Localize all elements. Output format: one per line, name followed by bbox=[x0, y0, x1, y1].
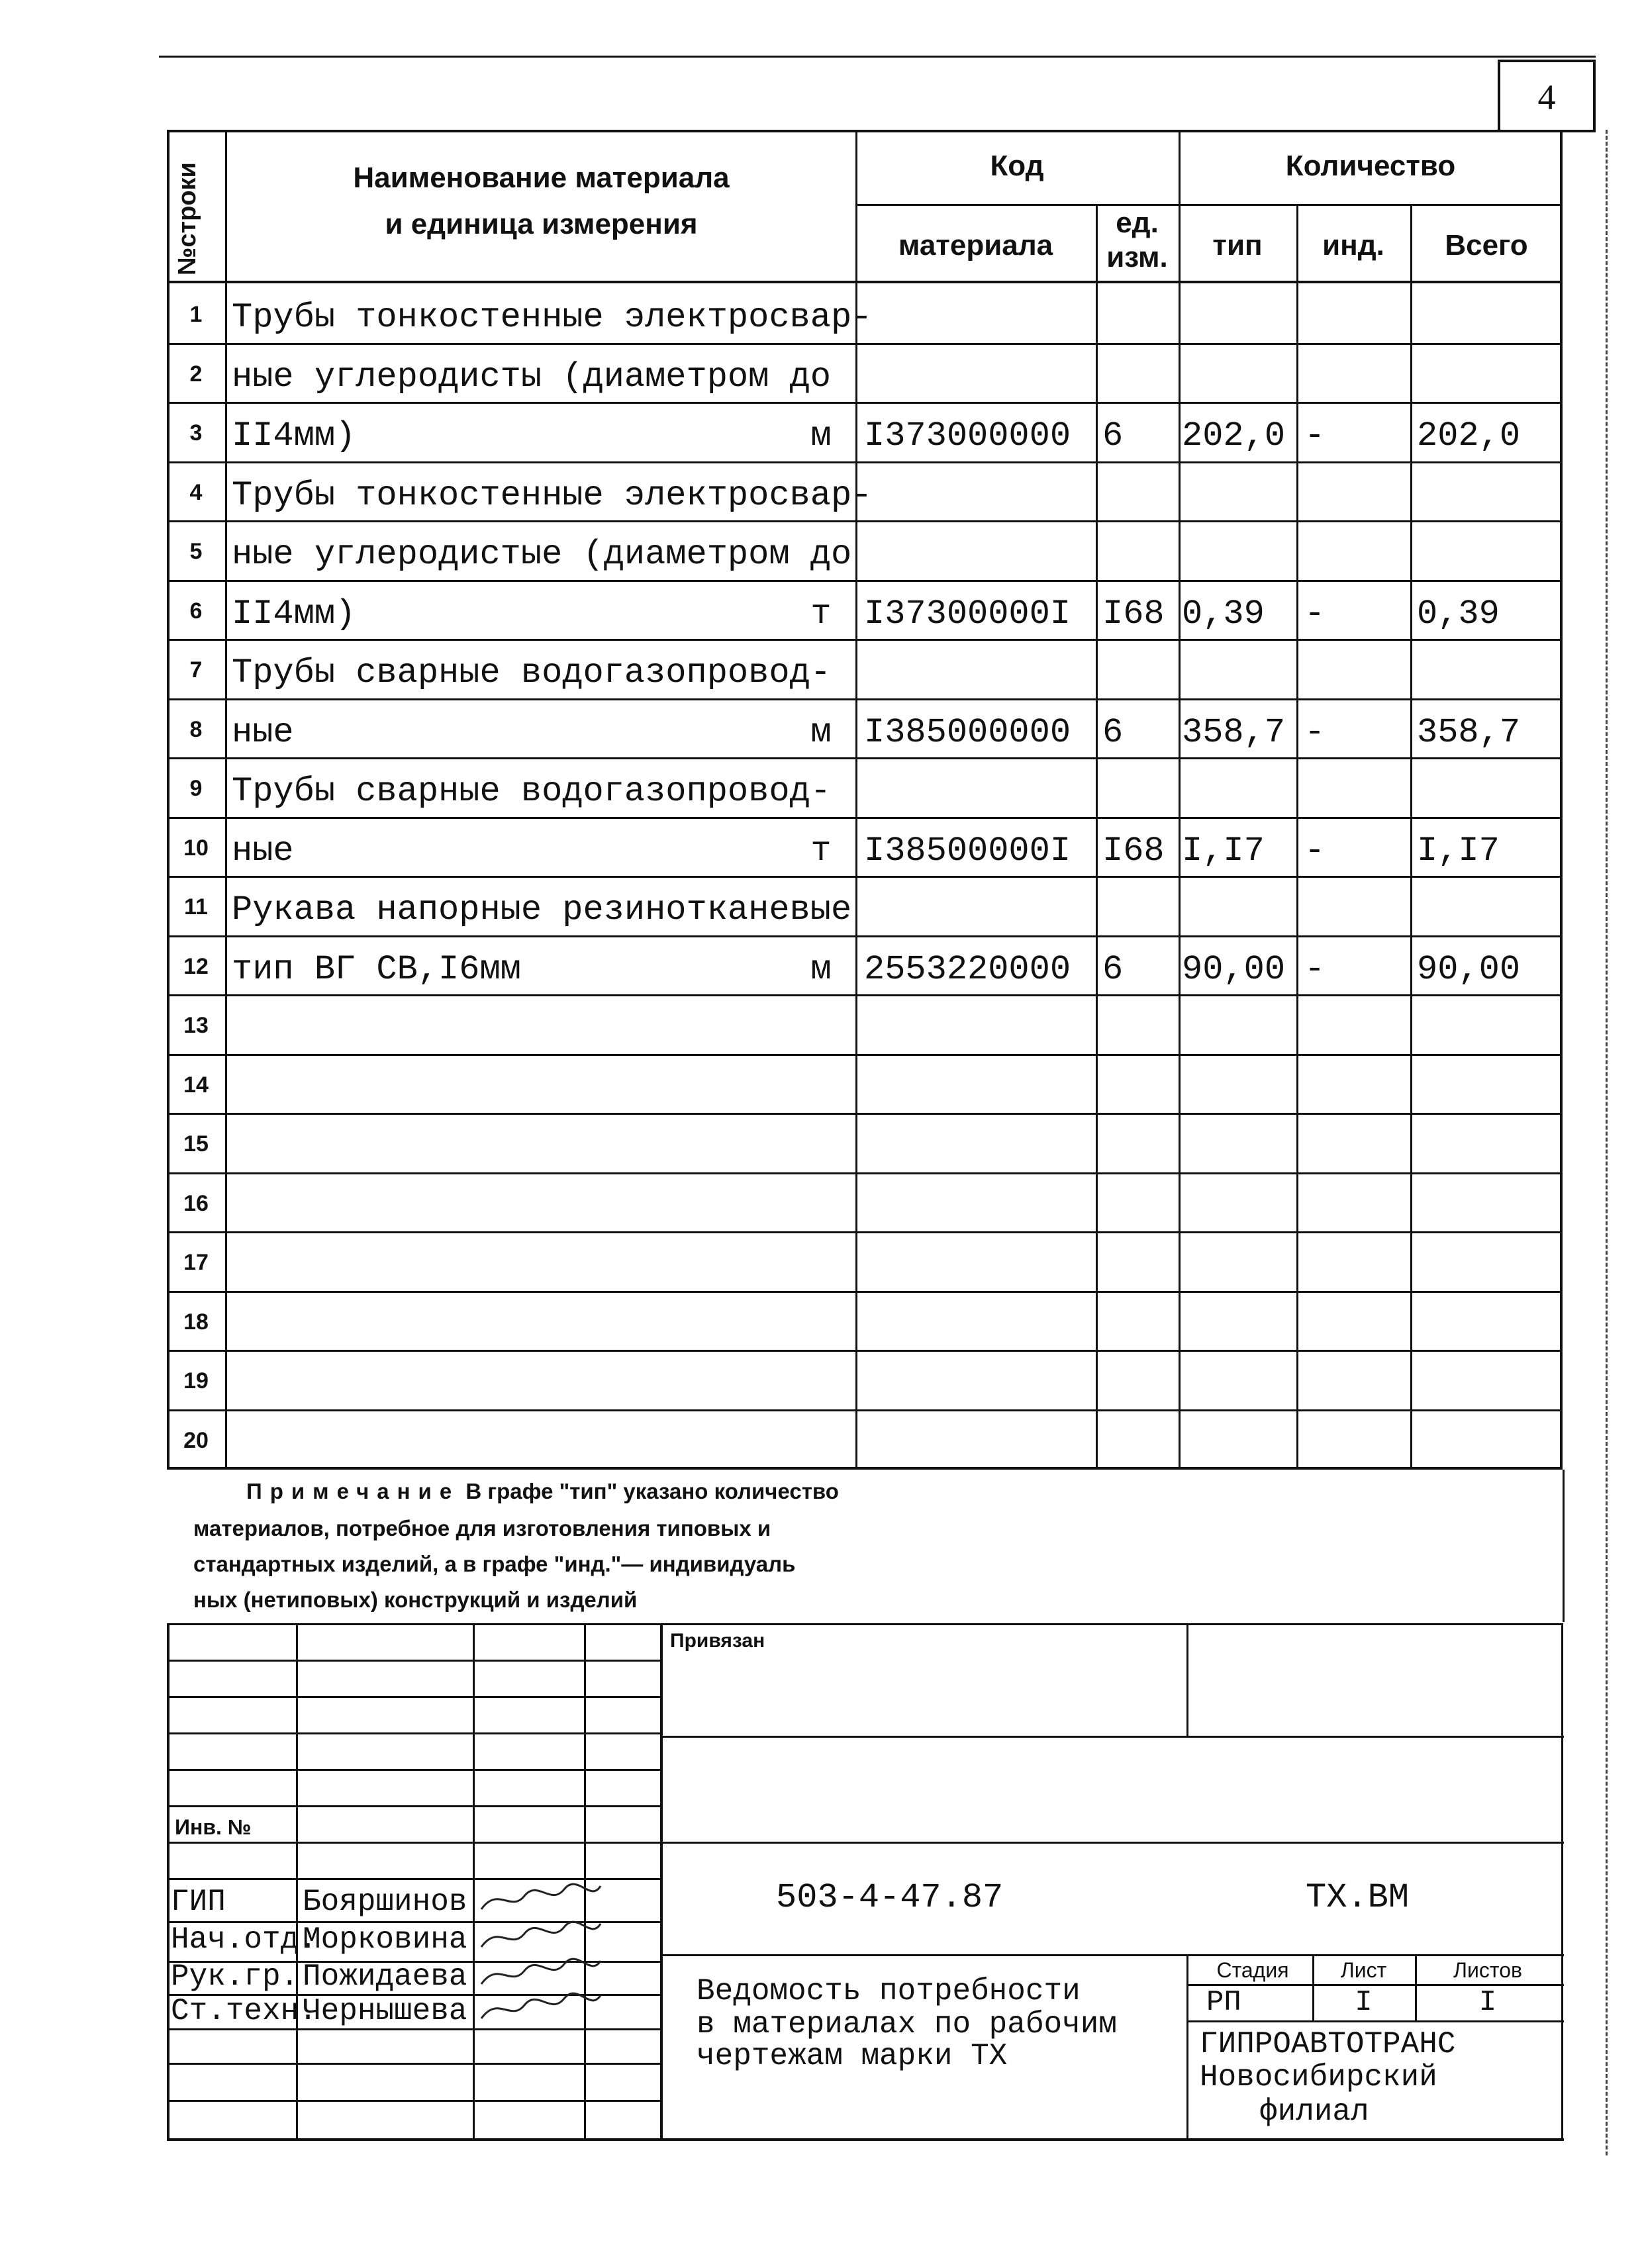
signature-role: ГИП bbox=[171, 1885, 226, 1919]
unit-code: I68 bbox=[1102, 594, 1165, 634]
row-number: 3 bbox=[189, 420, 203, 446]
top-border bbox=[159, 56, 1596, 58]
inv-label: Инв. № bbox=[175, 1815, 252, 1839]
row-number: 15 bbox=[183, 1131, 209, 1157]
doc-title-line2: в материалах по рабочим bbox=[697, 2007, 1117, 2042]
row-number: 5 bbox=[189, 539, 203, 564]
table-row bbox=[0, 757, 1642, 817]
row-number: 17 bbox=[183, 1250, 209, 1275]
qty-total: 90,00 bbox=[1417, 949, 1521, 989]
table-row bbox=[0, 461, 1642, 521]
stage-label: Стадия bbox=[1216, 1958, 1289, 1982]
qty-ind: - bbox=[1304, 949, 1326, 989]
unit-symbol: м bbox=[810, 712, 832, 752]
table-row bbox=[0, 639, 1642, 698]
material-name: II4мм) bbox=[232, 594, 356, 634]
signature-name: Бояршинов bbox=[303, 1885, 467, 1919]
signature-name: Морковина bbox=[303, 1922, 467, 1957]
row-number: 2 bbox=[189, 361, 203, 387]
sheet-number-box bbox=[1498, 60, 1596, 132]
row-number: 1 bbox=[189, 302, 203, 327]
material-name: II4мм) bbox=[232, 416, 356, 455]
signature-role: Нач.отд. bbox=[171, 1922, 317, 1957]
note-line4: ных (нетиповых) конструкций и изделий bbox=[193, 1587, 638, 1612]
material-code: I385000000 bbox=[864, 712, 1071, 752]
qty-type: I,I7 bbox=[1182, 831, 1265, 871]
header-name-line1: Наименование материала bbox=[353, 162, 730, 194]
header-total: Всего bbox=[1445, 229, 1528, 261]
table-row bbox=[0, 1409, 1642, 1469]
table-row bbox=[0, 520, 1642, 580]
doc-mark: ТХ.ВМ bbox=[1306, 1878, 1410, 1917]
row-number: 16 bbox=[183, 1190, 209, 1216]
material-name: ные углеродисты (диаметром до bbox=[232, 357, 831, 397]
row-number: 7 bbox=[189, 657, 203, 683]
signature-role: Рук.гр. bbox=[171, 1960, 299, 1994]
header-ind: инд. bbox=[1322, 229, 1384, 261]
unit-code: 6 bbox=[1102, 416, 1124, 455]
table-row bbox=[0, 283, 1642, 343]
stage-value: РП bbox=[1206, 1986, 1241, 2019]
table-row bbox=[0, 1291, 1642, 1350]
handwritten-signature bbox=[478, 1989, 604, 2028]
table-row bbox=[0, 580, 1642, 639]
header-quantity: Количество bbox=[1285, 150, 1456, 182]
row-number: 14 bbox=[183, 1072, 209, 1098]
unit-code: 6 bbox=[1102, 712, 1124, 752]
material-code: I373000000 bbox=[864, 416, 1071, 455]
doc-title-line1: Ведомость потребности bbox=[697, 1974, 1081, 2008]
table-row bbox=[0, 1054, 1642, 1113]
handwritten-signature bbox=[478, 1917, 604, 1957]
row-number: 8 bbox=[189, 716, 203, 742]
table-row bbox=[0, 1172, 1642, 1232]
table-row bbox=[0, 343, 1642, 402]
signature-name: Пожидаева bbox=[303, 1960, 467, 1994]
org-line3: филиал bbox=[1259, 2095, 1369, 2129]
qty-total: 0,39 bbox=[1417, 594, 1500, 634]
material-name: Трубы сварные водогазопровод- bbox=[232, 772, 831, 811]
material-name: тип ВГ СВ,I6мм bbox=[232, 949, 521, 989]
sheet-number: 4 bbox=[1537, 77, 1556, 117]
header-unit-line1: ед. bbox=[1116, 207, 1159, 239]
material-name: Рукава напорные резинотканевые bbox=[232, 890, 852, 929]
org-line2: Новосибирский bbox=[1200, 2060, 1437, 2095]
unit-code: I68 bbox=[1102, 831, 1165, 871]
sheets-label: Листов bbox=[1453, 1958, 1522, 1982]
table-row bbox=[0, 1113, 1642, 1172]
table-row bbox=[0, 935, 1642, 995]
header-name-line2: и единица измерения bbox=[385, 208, 698, 240]
signature-role: Ст.техн. bbox=[171, 1994, 317, 2028]
material-code: 2553220000 bbox=[864, 949, 1071, 989]
note-title: Примечание bbox=[246, 1479, 460, 1503]
qty-ind: - bbox=[1304, 831, 1326, 871]
sheet-value: I bbox=[1355, 1986, 1373, 2019]
table-row bbox=[0, 1350, 1642, 1409]
table-row bbox=[0, 402, 1642, 461]
qty-total: I,I7 bbox=[1417, 831, 1500, 871]
signature-name: Чернышева bbox=[303, 1994, 467, 2028]
qty-type: 90,00 bbox=[1182, 949, 1286, 989]
qty-type: 202,0 bbox=[1182, 416, 1286, 455]
table-row bbox=[0, 1231, 1642, 1291]
material-name: Трубы тонкостенные электросвар- bbox=[232, 475, 873, 515]
material-code: I37300000I bbox=[864, 594, 1071, 634]
row-number: 10 bbox=[183, 835, 209, 861]
sheets-value: I bbox=[1478, 1986, 1497, 2019]
attached-label: Привязан bbox=[670, 1630, 765, 1652]
row-number: 4 bbox=[189, 479, 203, 505]
unit-symbol: т bbox=[810, 831, 832, 871]
org-line1: ГИПРОАВТОТРАНС bbox=[1200, 2027, 1456, 2061]
header-code: Код bbox=[990, 150, 1044, 182]
row-number: 12 bbox=[183, 953, 209, 979]
header-type: тип bbox=[1212, 229, 1263, 261]
material-name: ные углеродистые (диаметром до bbox=[232, 535, 852, 574]
header-unit-line2: изм. bbox=[1106, 241, 1168, 273]
handwritten-signature bbox=[478, 1954, 604, 1994]
qty-ind: - bbox=[1304, 416, 1326, 455]
unit-symbol: м bbox=[810, 949, 832, 989]
qty-ind: - bbox=[1304, 594, 1326, 634]
material-name: Трубы тонкостенные электросвар- bbox=[232, 298, 873, 337]
table-row bbox=[0, 817, 1642, 876]
header-row-number: №строки bbox=[173, 162, 201, 275]
title-block bbox=[167, 1623, 1564, 2140]
qty-type: 0,39 bbox=[1182, 594, 1265, 634]
material-name: ные bbox=[232, 712, 294, 752]
header-material: материала bbox=[898, 229, 1053, 261]
qty-type: 358,7 bbox=[1182, 712, 1286, 752]
unit-symbol: т bbox=[810, 594, 832, 634]
doc-title-line3: чертежам марки ТХ bbox=[697, 2039, 1008, 2073]
material-name: Трубы сварные водогазопровод- bbox=[232, 653, 831, 692]
handwritten-signature bbox=[478, 1879, 604, 1919]
row-number: 19 bbox=[183, 1368, 209, 1394]
table-row bbox=[0, 994, 1642, 1054]
row-number: 9 bbox=[189, 776, 203, 801]
row-number: 6 bbox=[189, 598, 203, 624]
note-line3: стандартных изделий, а в графе "инд."— индивидуаль bbox=[193, 1552, 796, 1576]
sheet-label: Лист bbox=[1340, 1958, 1387, 1982]
qty-total: 202,0 bbox=[1417, 416, 1521, 455]
unit-code: 6 bbox=[1102, 949, 1124, 989]
row-number: 18 bbox=[183, 1309, 209, 1335]
material-code: I38500000I bbox=[864, 831, 1071, 871]
row-number: 20 bbox=[183, 1427, 209, 1453]
table-row bbox=[0, 698, 1642, 758]
designation: 503-4-47.87 bbox=[776, 1878, 1004, 1917]
row-number: 13 bbox=[183, 1013, 209, 1038]
qty-total: 358,7 bbox=[1417, 712, 1521, 752]
table-row bbox=[0, 876, 1642, 935]
qty-ind: - bbox=[1304, 712, 1326, 752]
note-text1: В графе "тип" указано количество bbox=[459, 1479, 839, 1503]
note-line1 bbox=[246, 1479, 839, 1504]
row-number: 11 bbox=[184, 894, 208, 920]
note-line2: материалов, потребное для изготовления типовых и bbox=[193, 1516, 771, 1540]
unit-symbol: м bbox=[810, 416, 832, 455]
material-name: ные bbox=[232, 831, 294, 871]
